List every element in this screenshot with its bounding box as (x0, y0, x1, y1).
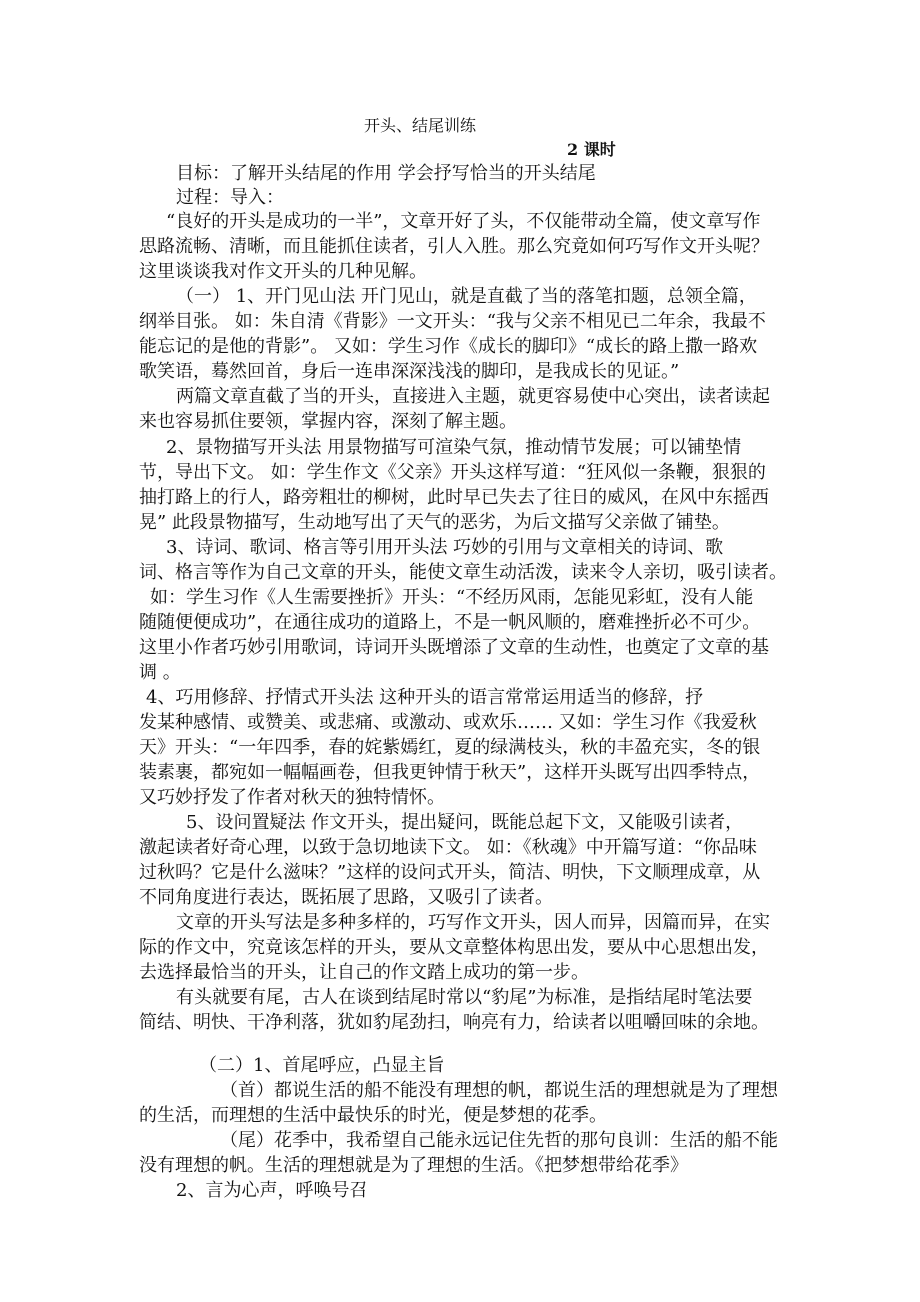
paragraph-line: （尾）花季中，我希望自己能永远记住先哲的那句良训：生活的船不能 (220, 1130, 778, 1151)
paragraph-line: 去选择最恰当的开头，让自己的作文踏上成功的第一步。 (139, 962, 589, 983)
paragraph-line: 晃” 此段景物描写，生动地写出了天气的恶劣，为后文描写父亲做了铺垫。 (139, 512, 730, 533)
paragraph-line: 3、诗词、歌词、格言等引用开头法 巧妙的引用与文章相关的诗词、歌 (166, 537, 724, 558)
section-heading: （二）1、首尾呼应，凸显主旨 (199, 1055, 445, 1076)
paragraph-line: 简结、明快、干净利落，犹如豹尾劲扫，响亮有力，给读者以咀嚼回味的余地。 (139, 1012, 769, 1033)
paragraph-line: 词、格言等作为自己文章的开头，能使文章生动活泼，读来令人亲切，吸引读者。 (139, 562, 787, 583)
paragraph-line: （一） 1、开门见山法 开门见山，就是直截了当的落笔扣题，总领全篇， (176, 286, 757, 307)
paragraph-line: 思路流畅、清晰，而且能抓住读者，引人入胜。那么究竟如何巧写作文开头呢？ (139, 236, 769, 257)
paragraph-line: 调 。 (139, 662, 181, 683)
section-heading: 2、言为心声，呼唤号召 (176, 1180, 368, 1201)
paragraph-line: 这里谈谈我对作文开头的几种见解。 (139, 261, 427, 282)
paragraph-line: 5、设问置疑法 作文开头，提出疑问，既能总起下文，又能吸引读者， (186, 812, 744, 833)
lesson-hours: 2 课时 (567, 140, 616, 159)
paragraph-line: 激起读者好奇心理，以致于急切地读下文。 如：《秋魂》中开篇写道：“你品味 (139, 837, 757, 858)
paragraph-line: 两篇文章直截了当的开头，直接进入主题，就更容易使中心突出，读者读起 (176, 386, 770, 407)
goal-line: 目标：了解开头结尾的作用 学会抒写恰当的开头结尾 (176, 163, 596, 184)
paragraph-line: 过秋吗？它是什么滋味？”这样的设问式开头，简洁、明快，下文顺理成章，从 (139, 862, 761, 883)
paragraph-line: 4、巧用修辞、抒情式开头法 这种开头的语言常常运用适当的修辞，抒 (146, 687, 704, 708)
document-title: 开头、结尾训练 (364, 116, 477, 135)
paragraph-line: 有头就要有尾，古人在谈到结尾时常以“豹尾”为标准，是指结尾时笔法要 (176, 987, 753, 1008)
paragraph-line: 抽打路上的行人，路旁粗壮的柳树，此时早已失去了往日的威风，在风中东摇西 (139, 487, 769, 508)
paragraph-line: 又巧妙抒发了作者对秋天的独特情怀。 (139, 787, 445, 808)
paragraph-line: 的生活，而理想的生活中最快乐的时光，便是梦想的花季。 (139, 1105, 607, 1126)
paragraph-line: 没有理想的帆。生活的理想就是为了理想的生活。《把梦想带给花季》 (139, 1155, 688, 1176)
paragraph-line: 如：学生习作《人生需要挫折》开头：“不经历风雨，怎能见彩虹，没有人能 (150, 587, 754, 608)
paragraph-line: 来也容易抓住要领，掌握内容，深刻了解主题。 (139, 411, 517, 432)
paragraph-line: “良好的开头是成功的一半”，文章开好了头，不仅能带动全篇，使文章写作 (166, 211, 761, 232)
paragraph-line: 发某种感情、或赞美、或悲痛、或激动、或欢乐…… 又如：学生习作《我爱秋 (139, 712, 757, 733)
paragraph-line: 装素裹，都宛如一幅幅画卷，但我更钟情于秋天”，这样开头既写出四季特点， (139, 762, 761, 783)
paragraph-line: 歌笑语，蓦然回首，身后一连串深深浅浅的脚印，是我成长的见证。” (139, 361, 680, 382)
paragraph-line: 随随便便成功”，在通往成功的道路上，不是一帆风顺的，磨难挫折必不可少。 (139, 612, 761, 633)
paragraph-line: 文章的开头写法是多种多样的，巧写作文开头，因人而异，因篇而异，在实 (176, 912, 770, 933)
process-line: 过程：导入： (176, 187, 284, 208)
paragraph-line: 际的作文中，究竟该怎样的开头，要从文章整体构思出发，要从中心思想出发， (139, 937, 769, 958)
paragraph-line: 不同角度进行表达，既拓展了思路，又吸引了读者。 (139, 887, 553, 908)
paragraph-line: 2、景物描写开头法 用景物描写可渲染气氛，推动情节发展；可以铺垫情 (166, 437, 742, 458)
paragraph-line: 节，导出下文。 如：学生作文《父亲》开头这样写道：“狂风似一条鞭，狠狠的 (139, 462, 766, 483)
paragraph-line: 天》开头：“一年四季，春的姹紫嫣红，夏的绿满枝头，秋的丰盈充实，冬的银 (139, 737, 761, 758)
paragraph-line: （首）都说生活的船不能没有理想的帆，都说生活的理想就是为了理想 (220, 1080, 778, 1101)
paragraph-line: 能忘记的是他的背影”。 又如：学生习作《成长的脚印》“成长的路上撒一路欢 (139, 336, 758, 357)
paragraph-line: 这里小作者巧妙引用歌词，诗词开头既增添了文章的生动性，也奠定了文章的基 (139, 637, 769, 658)
paragraph-line: 纲举目张。 如：朱自清《背影》一文开头：“我与父亲不相见已二年余，我最不 (139, 311, 766, 332)
